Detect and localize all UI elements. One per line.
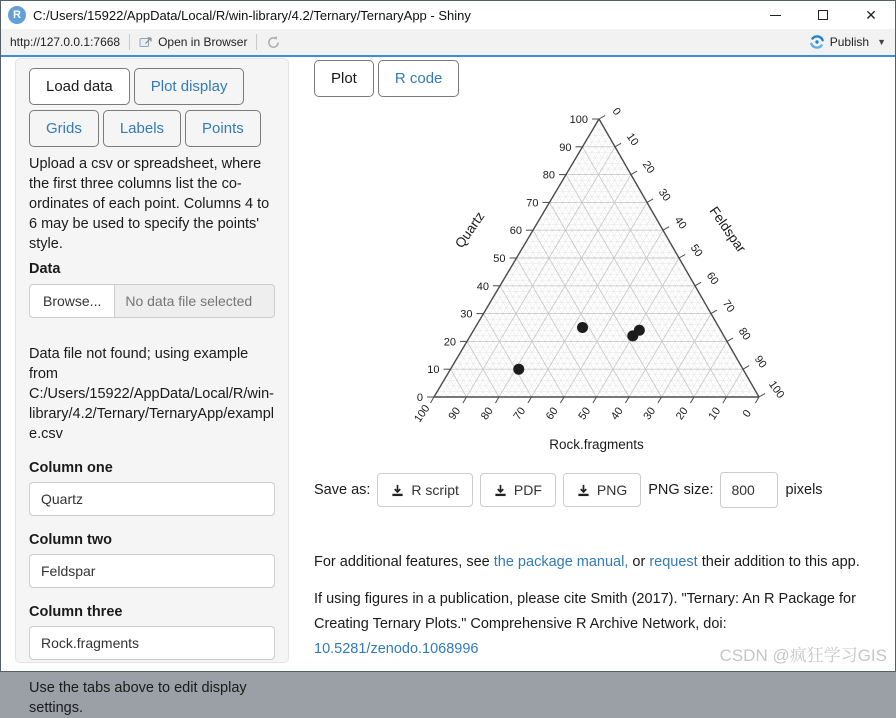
publish-label: Publish	[829, 35, 870, 49]
svg-text:20: 20	[639, 158, 657, 176]
url-text: http://127.0.0.1:7668	[10, 35, 121, 49]
save-pdf-label: PDF	[513, 482, 542, 498]
svg-text:100: 100	[765, 378, 787, 401]
svg-text:90: 90	[751, 353, 769, 371]
publish-icon	[809, 34, 825, 50]
ternary-plot	[341, 102, 846, 464]
download-icon	[494, 484, 507, 497]
toolbar-divider	[256, 34, 257, 50]
svg-text:50: 50	[687, 242, 705, 260]
save-png-label: PNG	[596, 482, 628, 498]
svg-text:70: 70	[526, 197, 539, 210]
svg-text:0: 0	[740, 407, 755, 420]
column-three-input[interactable]	[29, 626, 275, 660]
open-in-browser-label: Open in Browser	[158, 35, 248, 49]
maximize-icon	[818, 10, 828, 20]
data-label: Data	[29, 261, 61, 277]
svg-text:Feldspar: Feldspar	[706, 203, 749, 256]
additional-features-text	[314, 550, 895, 575]
svg-text:30: 30	[641, 405, 659, 423]
open-in-browser-button[interactable]	[139, 35, 247, 49]
tab-plot[interactable]: Plot	[314, 60, 374, 97]
svg-text:20: 20	[443, 336, 456, 349]
png-size-label: PNG size:	[648, 482, 714, 498]
tab-plot-display[interactable]: Plot display	[134, 68, 245, 105]
svg-text:40: 40	[608, 405, 626, 423]
svg-text:90: 90	[446, 405, 464, 423]
svg-text:0: 0	[609, 105, 623, 118]
maximize-button[interactable]	[799, 1, 847, 29]
png-size-input[interactable]	[720, 472, 778, 508]
svg-text:50: 50	[493, 253, 506, 265]
svg-text:Rock.fragments: Rock.fragments	[549, 437, 644, 452]
r-logo-icon: R	[8, 6, 26, 24]
para1-post: their addition to this app.	[697, 554, 860, 570]
package-manual-link[interactable]: the package manual,	[493, 554, 629, 570]
column-one-input[interactable]	[29, 482, 275, 516]
save-as-label: Save as:	[314, 482, 371, 498]
column-two-label: Column two	[29, 532, 112, 548]
svg-text:60: 60	[509, 225, 522, 238]
svg-text:30: 30	[655, 186, 673, 204]
save-as-row	[314, 472, 895, 508]
save-png-button[interactable]	[563, 473, 641, 507]
svg-text:60: 60	[703, 270, 721, 288]
tab-r-code[interactable]: R code	[378, 60, 460, 97]
file-not-found-note: Data file not found; using example from C:/Users/15922/AppData/Local/R/win-library/4.2/Ternary/TernaryApp/example.csv	[29, 346, 275, 442]
svg-text:100: 100	[412, 402, 433, 425]
main-panel	[301, 57, 895, 671]
svg-text:70: 70	[511, 405, 529, 423]
file-input-group	[29, 284, 275, 318]
svg-text:100: 100	[569, 114, 588, 126]
svg-text:20: 20	[673, 405, 691, 423]
tab-labels[interactable]: Labels	[103, 110, 181, 147]
sidebar-subtabs	[29, 110, 275, 147]
svg-text:60: 60	[543, 405, 561, 423]
toolbar	[1, 29, 895, 57]
ternary-plot-svg	[341, 102, 846, 464]
svg-text:90: 90	[559, 141, 572, 154]
sidebar-tabs	[29, 68, 275, 105]
sidebar-footer-note: Use the tabs above to edit display settings.	[29, 680, 247, 716]
tab-points[interactable]: Points	[185, 110, 261, 147]
svg-text:10: 10	[706, 405, 724, 423]
para2-pre: If using figures in a publication, please cite Smith (2017). "Ternary: An R Package for Creating Ternary Plots." Comprehensive R Archive Network, doi:	[314, 591, 856, 632]
svg-text:50: 50	[576, 405, 594, 423]
watermark-text: CSDN @疯狂学习GIS	[719, 646, 887, 665]
column-two-input[interactable]	[29, 554, 275, 588]
chevron-down-icon: ▼	[877, 37, 886, 47]
title-bar	[1, 1, 895, 29]
svg-text:70: 70	[719, 297, 737, 315]
svg-text:0: 0	[416, 392, 423, 404]
column-three-label: Column three	[29, 604, 123, 620]
doi-link[interactable]: 10.5281/zenodo.1068996	[314, 641, 479, 657]
save-r-script-label: R script	[411, 482, 459, 498]
minimize-button[interactable]	[751, 1, 799, 29]
svg-text:30: 30	[460, 308, 473, 321]
sidebar	[1, 57, 301, 716]
citation-text	[314, 587, 895, 662]
column-one-label: Column one	[29, 460, 113, 476]
browse-button[interactable]: Browse...	[29, 284, 115, 318]
refresh-icon[interactable]	[266, 35, 281, 50]
request-link[interactable]: request	[649, 554, 698, 570]
close-button[interactable]	[847, 1, 895, 29]
svg-text:80: 80	[542, 169, 555, 182]
file-name-field[interactable]	[115, 284, 275, 318]
page-content	[1, 57, 895, 716]
svg-text:80: 80	[478, 405, 496, 423]
pixels-label: pixels	[785, 482, 823, 498]
svg-text:40: 40	[671, 214, 689, 232]
toolbar-divider	[129, 34, 130, 50]
svg-text:Quartz: Quartz	[452, 208, 488, 251]
svg-text:80: 80	[735, 325, 753, 343]
download-icon	[391, 484, 404, 497]
main-tabs	[314, 60, 895, 97]
para1-mid: or	[628, 554, 650, 570]
window-title: C:/Users/15922/AppData/Local/R/win-library/4.2/Ternary/TernaryApp - Shiny	[33, 7, 471, 23]
svg-text:10: 10	[623, 131, 641, 149]
svg-text:40: 40	[476, 280, 489, 293]
save-pdf-button[interactable]	[480, 473, 556, 507]
sidebar-well	[15, 58, 289, 716]
minimize-icon	[770, 15, 781, 16]
para1-pre: For additional features, see	[314, 554, 494, 570]
svg-text:10: 10	[427, 364, 440, 377]
tab-load-data[interactable]: Load data	[29, 68, 130, 105]
tab-grids[interactable]: Grids	[29, 110, 99, 147]
save-r-script-button[interactable]	[377, 473, 472, 507]
open-in-browser-icon	[139, 36, 153, 48]
download-icon	[577, 484, 590, 497]
close-icon: ✕	[865, 7, 877, 23]
upload-description: Upload a csv or spreadsheet, where the first three columns list the co-ordinates of each point. Columns 4 to 6 may be used to specify the points' style.	[29, 156, 270, 252]
publish-button[interactable]	[809, 34, 886, 50]
